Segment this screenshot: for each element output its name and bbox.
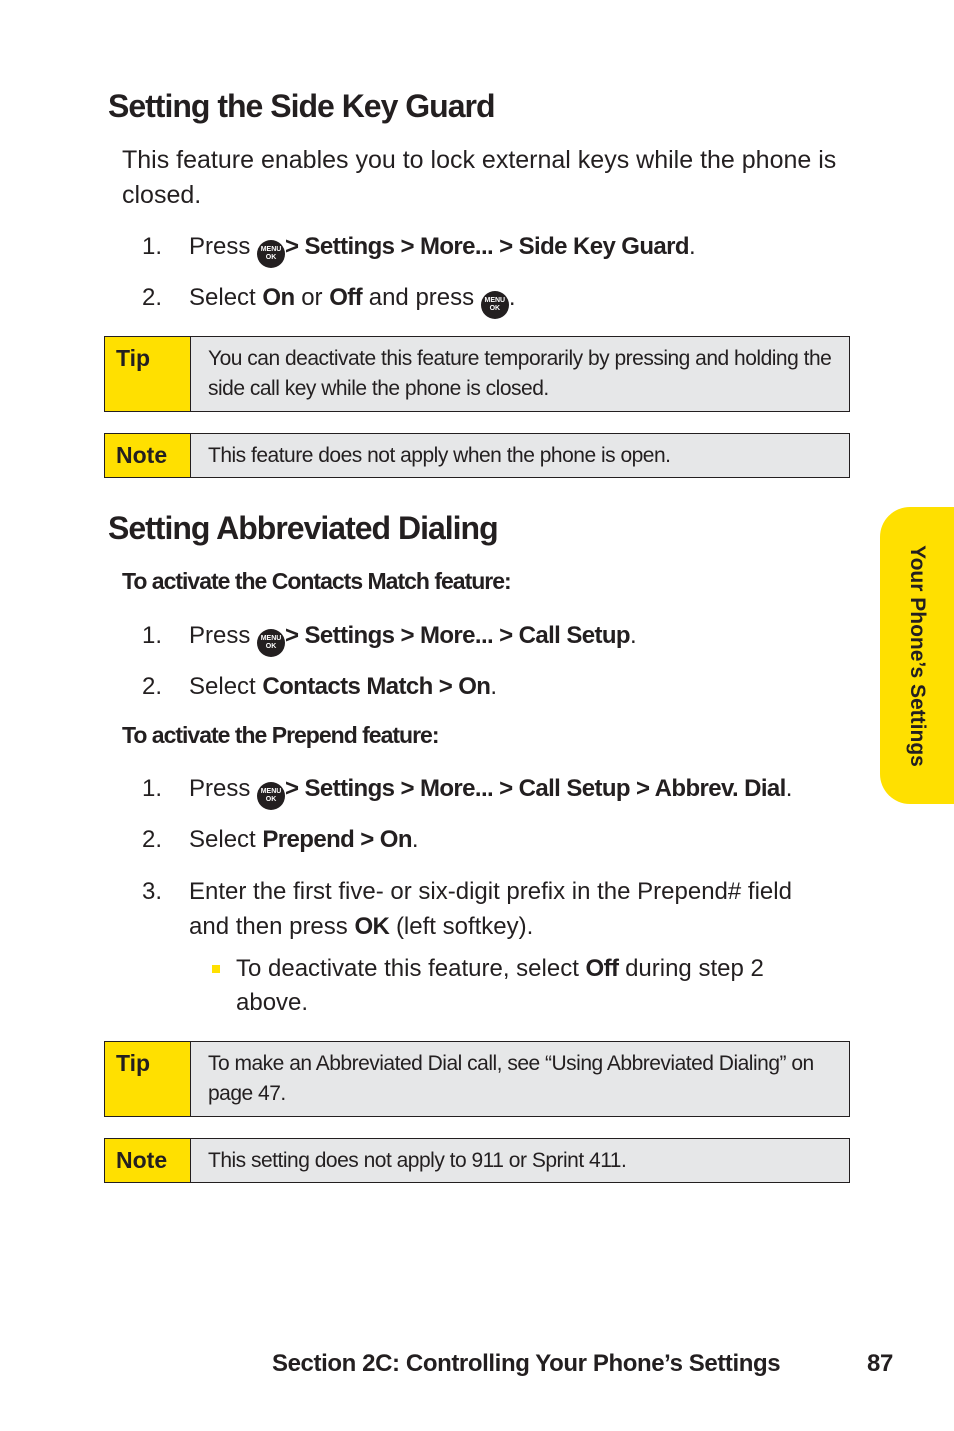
step-pre: Press [189, 233, 251, 260]
section-title-side-key-guard: Setting the Side Key Guard [108, 88, 495, 124]
note-box-2 [104, 1138, 850, 1183]
menu-ok-key-icon: MENU OK [257, 629, 285, 657]
bullet-text: To deactivate this feature, select Off during step 2 above. [236, 955, 764, 1016]
option-off: Off [329, 284, 363, 311]
option-on: On [262, 284, 295, 311]
step-number: 1. [142, 233, 163, 260]
option-off: Off [585, 955, 619, 982]
tip-text: To make an Abbreviated Dial call, see “Using Abbreviated Dialing” on page 47. [208, 1052, 814, 1105]
menu-ok-key-icon: MENU OK [257, 782, 285, 810]
subhead-contacts-match: To activate the Contacts Match feature: [122, 568, 511, 594]
step-number: 2. [142, 284, 163, 311]
menu-path: > Settings > More... > Call Setup [285, 622, 630, 649]
step-text: Press MENU OK > Settings > More... > Side Key Guard. [189, 229, 696, 268]
note-label: Note [105, 1139, 191, 1182]
menu-path: Prepend > On [262, 826, 412, 853]
note-box-1 [104, 433, 850, 478]
menu-path: > Settings > More... > Side Key Guard [285, 233, 689, 260]
tip-label: Tip [105, 1042, 191, 1116]
tip-box-1 [104, 336, 850, 412]
step-text: Select On or Off and press MENU OK . [189, 280, 515, 319]
side-tab-label: Your Phone’s Settings [906, 544, 929, 767]
intro-paragraph: This feature enables you to lock external keys while the phone is closed. [122, 146, 837, 209]
section-title-abbreviated-dialing: Setting Abbreviated Dialing [108, 510, 498, 546]
ok-key: OK [354, 913, 390, 940]
subhead-prepend: To activate the Prepend feature: [122, 722, 439, 748]
menu-ok-key-icon: MENU OK [257, 240, 285, 268]
note-text: This setting does not apply to 911 or Sprint 411. [208, 1149, 627, 1172]
tip-box-2 [104, 1041, 850, 1117]
chapter-side-tab [880, 507, 954, 804]
page-number: 87 [867, 1350, 893, 1377]
note-label: Note [105, 434, 191, 477]
bullet-square-icon [212, 965, 220, 973]
note-text: This feature does not apply when the phone is open. [208, 444, 671, 467]
menu-ok-key-icon: MENU OK [481, 291, 509, 319]
tip-text: You can deactivate this feature temporarily by pressing and holding the side call key while the phone is closed. [208, 347, 832, 400]
menu-path: > Settings > More... > Call Setup > Abbrev. Dial [285, 775, 786, 802]
menu-path: Contacts Match > On [262, 673, 491, 700]
tip-label: Tip [105, 337, 191, 411]
footer-section-title: Section 2C: Controlling Your Phone’s Settings [272, 1350, 781, 1377]
